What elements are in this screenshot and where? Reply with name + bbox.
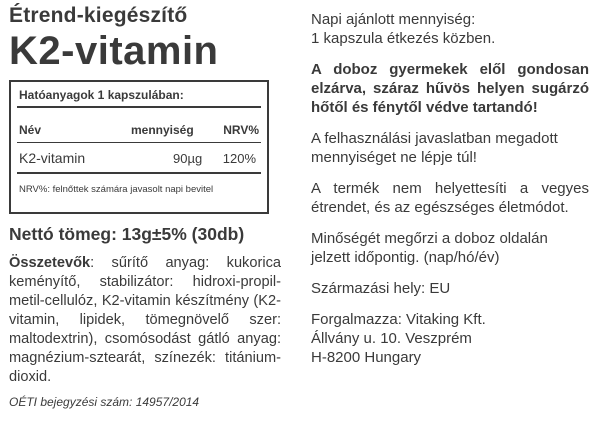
- col-nrv: NRV%: [223, 123, 259, 137]
- table-divider: [17, 142, 261, 143]
- ingredients-text: : sűrítő anyag: kukorica keményítő, stabilizátor: hidroxi-propil-metil-cellulóz, K2-vitamin készítmény (K2-vitamin, lipidek, tömegnövelő szer: maltodextrin), csomósodást gátló anyag: magnézium-sztearát, színezék: titánium-dioxid.: [9, 255, 281, 385]
- storage-warning: A doboz gyermekek elől gondosan elzárva, száraz hűvös helyen sugárzó hőtől és fénytől védve tartandó!: [311, 61, 589, 116]
- table-heading: Hatóanyagok 1 kapszulában:: [19, 88, 184, 102]
- ingredients-label: Összetevők: [9, 255, 91, 271]
- col-amount: mennyiség: [131, 123, 194, 137]
- ingredients: [9, 254, 281, 387]
- dose-line-2: 1 kapszula étkezés közben.: [311, 30, 496, 47]
- distributor-line-1: Forgalmazza: Vitaking Kft.: [311, 311, 486, 328]
- origin: Származási hely: EU: [311, 280, 451, 297]
- net-weight: Nettó tömeg: 13g±5% (30db): [9, 224, 245, 244]
- diet-warning: A termék nem helyettesíti a vegyes étrendet, és az egészséges életmódot.: [311, 180, 589, 216]
- right-column: [311, 10, 589, 367]
- product-category: Étrend-kiegészítő: [9, 4, 188, 27]
- nutrition-table: [9, 80, 269, 214]
- left-column: [9, 4, 281, 409]
- registration-number: OÉTI bejegyzési szám: 14957/2014: [9, 395, 200, 409]
- cell-nrv: 120%: [222, 151, 256, 166]
- col-name: Név: [19, 123, 42, 137]
- distributor-line-3: H-8200 Hungary: [311, 349, 422, 366]
- distributor: [311, 310, 589, 367]
- dose-warning: A felhasználási javaslatban megadott mennyiséget ne lépje túl!: [311, 130, 558, 166]
- dose-line-1: Napi ajánlott mennyiség:: [311, 11, 476, 28]
- table-note: NRV%: felnőttek számára javasolt napi bevitel: [19, 184, 214, 195]
- cell-name: K2-vitamin: [19, 150, 86, 166]
- dose-info: [311, 10, 589, 48]
- cell-amount: 90µg: [173, 151, 203, 166]
- table-divider: [17, 106, 261, 108]
- table-divider: [17, 172, 261, 174]
- distributor-line-2: Állvány u. 10. Veszprém: [311, 330, 472, 347]
- product-title: K2-vitamin: [9, 29, 219, 73]
- best-before: Minőségét megőrzi a doboz oldalán jelzett időpontig. (nap/hó/év): [311, 230, 548, 266]
